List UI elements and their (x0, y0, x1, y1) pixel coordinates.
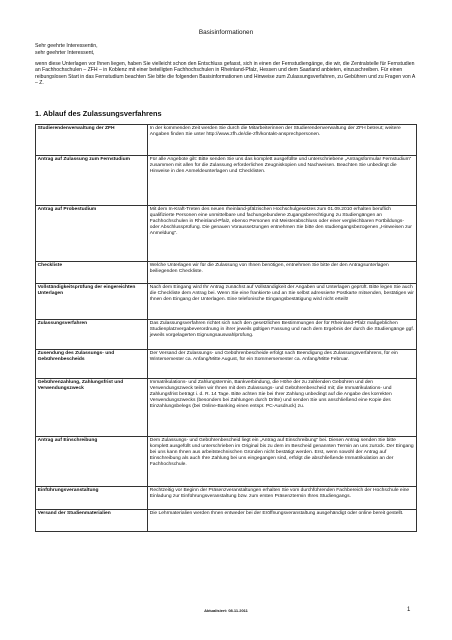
greeting-line-2: sehr geehrter Interessent, (35, 49, 95, 56)
update-date: Aktualisiert: 08.11.2011 (204, 608, 248, 613)
row-label: Antrag auf Probestudium (36, 206, 148, 262)
row-text: Welche Unterlagen wir für die Zulassung von Ihnen benötigen, entnehmen Sie bitte der den Antragsunterlagen beiliegenden Checkliste. (148, 262, 417, 284)
row-label: Gebührenzahlung, Zahlungsfrist und Verwendungszweck (36, 379, 148, 437)
row-text: Für alle Angebote gilt: Bitte senden Sie uns das komplett ausgefüllte und unterschriebene „Antragsformular Fernstudium“ zusammen mit allen für die Zulassung erforderlichen Zeugniskopien und Nachweisen. Beachten Sie unbedingt die Hinweise in den Anmeldeunterlagen und Checklisten. (148, 156, 417, 206)
table-row (36, 320, 417, 350)
page-number: 1 (407, 607, 411, 613)
table-row (36, 437, 417, 487)
page-title: Basisinformationen (198, 29, 254, 36)
row-text: Nach dem Eingang wird Ihr Antrag zunächst auf Vollständigkeit der Angaben und Unterlagen geprüft. Bitte legen Sie auch die Checkliste dem Antrag bei. Wenn Sie eine frankierte und an Sie selbst adressierte Postkarte mitsenden, bestätigen wir Ihnen den Eingang der Unterlagen. Eine telefonische Eingangsbestätigung wird nicht erteilt! (148, 284, 417, 320)
row-text: In der kommenden Zeit werden Sie durch die Mitarbeiterinnen der Studierendenverwaltung der ZFH betreut; weitere Angaben finden Sie unter http://www.zfh.de/die-zfh/kontakt-ansprechpersonen. (148, 125, 417, 156)
row-label: Checkliste (36, 262, 148, 284)
row-text: Rechtzeitig vor Beginn der Präsenzveranstaltungen erhalten Sie vom durchführenden Fachbereich der Hochschule eine Einladung zur Einführungsveranstaltung bzw. zum ersten Präsenztermin Ihres Studiengangs. (148, 487, 417, 510)
row-text: Mit dem In-Kraft-Treten des neuen rheinland-pfälzischen Hochschulgesetzes zum 01.09.2010 erhalten beruflich qualifizierte Personen eine unmittelbare und fachungebundene Zugangsberechtigung zu Studiengängen an Fachhochschulen in Rheinland-Pfalz, ebenso Personen mit Meisterabschluss oder einer vergleichbaren Fortbildungs- oder Abschlussprüfung. Die genauen Voraussetzungen entnehmen Sie bitte den studiengangsbezogenen „Hinweisen zur Anmeldung“. (148, 206, 417, 262)
table-row (36, 487, 417, 510)
table-row (36, 510, 417, 532)
table-row (36, 156, 417, 206)
row-text: Dem Zulassungs- und Gebührenbescheid liegt ein „Antrag auf Einschreibung“ bei. Diesen Antrag senden Sie bitte komplett ausgefüllt und unterschrieben im Original bis zu dem im Bescheid genannten Termin an uns zurück. Der Eingang bei uns kann Ihnen aus arbeitstechnischen Gründen nicht bestätigt werden. Erst, wenn sowohl der Antrag auf Einschreibung als auch Ihre Zahlung bei uns eingegangen sind, erfolgt die abschließende Immatrikulation an der Fachhochschule. (148, 437, 417, 487)
table-row (36, 284, 417, 320)
table-row (36, 125, 417, 156)
row-label: Vollständigkeitsprüfung der eingereichten Unterlagen (36, 284, 148, 320)
row-label: Zulassungsverfahren (36, 320, 148, 350)
row-text: Die Lehrmaterialien werden Ihnen entweder bei der Eröffnungsveranstaltung ausgehändigt oder online bereit gestellt. (148, 510, 417, 532)
row-label: Antrag auf Einschreibung (36, 437, 148, 487)
row-text: Der Versand der Zulassungs- und Gebührenbescheide erfolgt nach Beendigung des Zulassungsverfahrens, für ein Wintersemester ca. Anfang/Mitte August, für ein Sommersemester ca. Anfang/Mitte Februar. (148, 350, 417, 379)
row-label: Zusendung des Zulassungs- und Gebührenbescheids (36, 350, 148, 379)
table-row (36, 206, 417, 262)
table-row (36, 379, 417, 437)
table-row (36, 350, 417, 379)
greeting-line-1: Sehr geehrte Interessentin, (35, 43, 98, 49)
table-row (36, 262, 417, 284)
row-label: Versand der Studienmaterialien (36, 510, 148, 532)
row-label: Antrag auf Zulassung zum Fernstudium (36, 156, 148, 206)
row-text: Das Zulassungsverfahren richtet sich nach den gesetzlichen Bestimmungen der für Rheinland-Pfalz maßgeblichen Studienplatzvergabeverordnung in ihrer jeweils gültigen Fassung und nach dem Ergebnis der durch die Studiengänge ggf. jeweils vorgelagerten Eignungsauswahlprüfung. (148, 320, 417, 350)
procedure-table (35, 124, 417, 532)
row-label: Einführungsveranstaltung (36, 487, 148, 510)
row-label: Studierendenverwaltung der ZFH (36, 125, 148, 156)
intro-paragraph: wenn diese Unterlagen vor Ihnen liegen, haben Sie vielleicht schon den Entschluss gefasst, sich in einen der Fernstudiengänge, die wir, die Zentralstelle für Fernstudien an Fachhochschulen – ZFH – in Koblenz mit einer beteiligten Fachhochschulen in Rheinland-Pfalz, Hessen und dem Saarland anbieten, einzuschreiben. Für einen reibungslosen Start in das Fernstudium beachten Sie bitte die folgenden Basisinformationen und Hinweise zum Zulassungsverfahren, zu Gebühren und zu Fragen von A – Z. (35, 61, 415, 87)
section-heading: 1. Ablauf des Zulassungsverfahrens (35, 109, 162, 118)
row-text: Immatrikulations- und Zahlungstermin, Bankverbindung, die Höhe der zu zahlenden Gebühren und den Verwendungszweck teilen wir Ihnen mit dem Zulassungs- und Gebührenbescheid mit; die Immatrikulations- und Zahlungsfrist beträgt i. d. R. 14 Tage. Bitte achten Sie bei Ihrer Zahlung unbedingt auf die Angabe des korrekten Verwendungszwecks (besonders bei Zahlungen durch Dritte) und senden Sie uns anschließend eine Kopie des Einzahlungsbelegs (bei Online-Banking einen entspr. PC-Ausdruck) zu. (148, 379, 417, 437)
